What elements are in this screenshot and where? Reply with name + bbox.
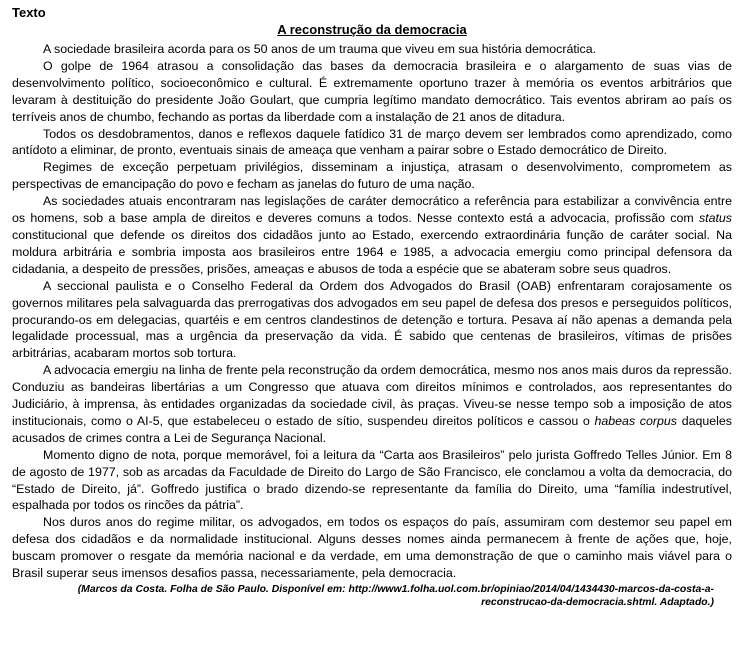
source-citation: (Marcos da Costa. Folha de São Paulo. Disponível em: http://www1.folha.uol.com.br/opiniao/2014/04/1434430-marcos-da-costa-a-reconstrucao-da-democracia.shtml. Adaptado.) [77,584,714,608]
paragraph-text: Regimes de exceção perpetuam privilégios, disseminam a injustiça, atrasam o desenvolvimento, comprometem as perspectivas de emancipação do povo e fecham as janelas do futuro de uma nação. [12,160,732,192]
paragraph [12,41,732,58]
article-title-text: A reconstrução da democracia [277,22,467,37]
paragraph [12,126,732,160]
italic-term: habeas corpus [594,413,678,428]
article-title [12,21,732,38]
paragraph-text: A advocacia emergiu na linha de frente pela reconstrução da ordem democrática, mesmo nos anos mais duros da repressão. Conduziu as bandeiras libertárias a um Congresso que atuava com direitos mínimos e controlados, aos representantes do Judiciário, à imprensa, às entidades organizadas da sociedade civil, às praças. Viveu-se nesse tempo sob a imposição de atos institucionais, como o AI-5, que estabeleceu o estado de sítio, suspendeu direitos políticos e cassou o [12,363,732,428]
paragraph-text: Momento digno de nota, porque memorável, foi a leitura da “Carta aos Brasileiros” pelo jurista Goffredo Telles Júnior. Em 8 de agosto de 1977, sob as arcadas da Faculdade de Direito do Largo de São Francisco, ele conclamou a volta da democracia, do “Estado de Direito, já”. Goffredo justifica o brado dizendo-se representante da família do Direito, uma “família indestrutível, espalhada por todos os rincões da pátria”. [12,447,732,513]
paragraph [12,362,732,447]
paragraph-text: Todos os desdobramentos, danos e reflexos daquele fatídico 31 de março devem ser lembrados como aprendizado, como antídoto a eliminar, de pronto, eventuais sinais de ameaça que venham a pairar sobre o Estado democrático de Direito. [12,126,732,158]
paragraph [12,447,732,515]
paragraph [12,514,732,582]
italic-term: status [698,211,732,226]
paragraph-text: Nos duros anos do regime militar, os advogados, em todos os espaços do país, assumiram com destemor seu papel em defesa dos cidadãos e da normalidade institucional. Alguns desses nomes ainda permanecem à frente de ações que, hoje, buscam promover o resgate da memória nacional e da verdade, em uma demonstração de que o caminho mais viável para o Brasil superar seus imensos desafios passa, necessariamente, pela democracia. [12,515,732,581]
paragraph-text: constitucional que defende os direitos dos cidadãos junto ao Estado, exercendo extraordinária função de caráter social. Na moldura arbitrária e sombria imposta aos brasileiros entre 1964 e 1985, a advocacia emergiu como principal defensora da cidadania, a despeito de pressões, prisões, ameaças e abusos de toda a espécie que se abateram sobre seus quadros. [12,227,732,276]
paragraph-text: As sociedades atuais encontraram nas legislações de caráter democrático a referência para estabilizar a convivência entre os homens, sob a base ampla de direitos e deveres comuns a todos. Nesse contexto está a advocacia, profissão com [12,194,732,226]
paragraph [12,159,732,193]
paragraph-text: A seccional paulista e o Conselho Federal da Ordem dos Advogados do Brasil (OAB) enfrentaram corajosamente os governos militares pela salvaguarda das prerrogativas dos advogados em seu papel de defesa dos presos e perseguidos políticos, procurando-os em delegacias, quartéis e em centros clandestinos de detenção e tortura. Pesava aí não apenas a demanda pela legalidade processual, mas a urgência da preservação da vida. É sabido que centenas de brasileiros, vítimas de prisões arbitrárias, acabaram mortos sob tortura. [12,278,732,361]
section-label: Texto [12,5,46,20]
paragraph-text: daqueles acusados de crimes contra a Lei de Segurança Nacional. [12,413,732,445]
paragraph [12,193,732,278]
paragraph-text: O golpe de 1964 atrasou a consolidação das bases da democracia brasileira e o alargamento de suas vias de desenvolvimento político, socioeconômico e cultural. É extremamente oportuno trazer à memória os eventos arbitrários que levaram à destituição do presidente João Goulart, que cumpria legítimo mandato democrático. Tais eventos abriram ao país os terríveis anos de chumbo, fechando as portas da liberdade com a instalação de 21 anos de ditadura. [12,58,732,124]
paragraph [12,278,732,363]
article-body [12,41,732,582]
paragraph [12,58,732,126]
paragraph-text: A sociedade brasileira acorda para os 50 anos de um trauma que viveu em sua história democrática. [43,42,597,56]
